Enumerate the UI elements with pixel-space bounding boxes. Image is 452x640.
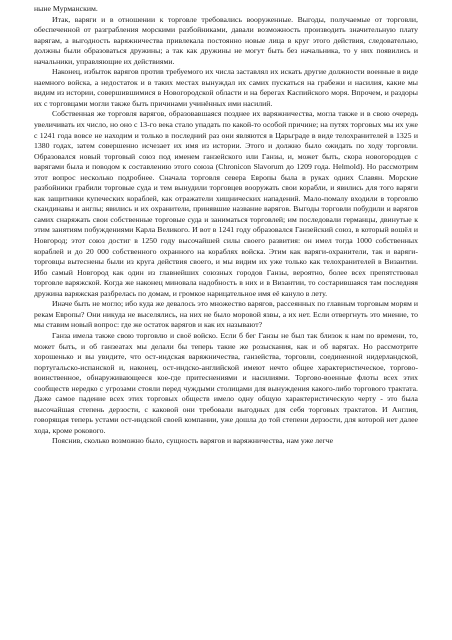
- paragraph-own-trade: Собственная же торговля варягов, образовавшаяся позднее их варяжничества, могла также и в свою очередь увеличивать их число, но оно с 13-го века стало упадать по какой-то особой причине; на путях торговых мы их уже с 1241 года вовсе не находим и только в последний раз они являются в Царьграде в виде телохранителей в 1325 и 1380 годах, затем совершенно исчезает их имя из истории. Этого и должно было ожидать по ходу торговли. Образовался новый торговый союз под именем ганзейского или Ганзы, и, может быть, скора новогородцев с варягами была и поводом к составлению этого союза (Chronicon Slavorum до 1209 года. Helmold). Но рассмотрим этот вопрос несколько подробнее. Сначала торговля севера Европы была в руках одних Славян. Морские разбойники грабили торговые суда и тем вынудили торговцев вооружать свои корабли, и явились для того варяги как защитники купеческих кораблей, как отражатели хищнических нападений. Мало-помалу входили в торговлю скандинавы и англы; явились и их охранители, принявшие название варягов. Выгоды торговли побудили и варягов самих снаряжать свои собственные торговые суда и заниматься торговлей; им последовали германцы, двинутые к этим занятиям побуждениями Карла Великого. И вот в 1241 году образовался Ганзейский союз, в который вошёл и Новгород; этот союз достиг в 1250 году высочайшей силы своего развития: он имел тогда 1000 собственных кораблей и до 20 000 собственного охранного на кораблях войска. Этим как варяги-охранители, так и варяги-торговцы вытеснены были из круга действия своего, и мы видим их уже только как телохранителей в Византии. Ибо самый Новгород как один из главнейших союзных городов Ганзы, вероятно, более всех препятствовал торговле варяжской. Когда же наконец миновала надобность в них и в Византии, то состарившаяся там последняя дружина варяжская разбрелась по домам, и громкое нарицательное имя её кануло в лету.: [34, 109, 418, 298]
- paragraph-hanza: Ганза имела также свою торговлю и своё войско. Если б бег Ганзы не был так близок к нам по времени, то, может быть, и об ганзеатах мы делали бы теперь такие же розыскания, как и об варягах. Но рассмотрите хорошенько и вы увидите, что ост-индская варяжничества, ганзейства, торговли, соединенной нидерландской, португальско-испанской и, наконец, ост-индско-английской имеют нечто общее характеристическое, торгово-воинственное, обнаруживающееся кое-где притеснениями и насилиями. Торгово-военные флоты всех этих сообществ нередко с угрозами стояли перед чуждыми столицами для вынуждения какого-либо торгового трактата. Даже самое падение всех этих торговых обществ имело одну общую характеристическую черту - это была высочайшая степень дерзости, с каковой они требовали выгодных для себя торговых трактатов. И Англия, говорящая теперь устами ост-индской своей компании, уже дошла до той степени дерзости, для которой нет далее хода, кроме рокового.: [34, 330, 418, 435]
- paragraph-varyagi-trade: Итак, варяги и в отношении к торговле требовались вооруженные. Выгоды, получаемые от торговли, обеспеченной от разграбления морскими разбойниками, давали возможность производить значительную плату варягам, а выгодность варяжничества привлекала постоянно новые лица в круг этого действия, следовательно, должны были образоваться дружины; а так как дружины не могут быть без начальника, то у них появились и начальники, управляющие их действиями.: [34, 14, 418, 66]
- paragraph-closing: Пояснив, сколько возможно было, сущность варягов и варяжничества, нам уже легче: [52, 436, 334, 446]
- paragraph-surplus-varyagi: Наконец, избыток варягов против требуемого их числа заставлял их искать другие должности военные в виде наемного войска, а недостаток и в таких местах вынуждал их самих пускаться на грабежи и насилия, какие мы видим из истории, совершившимися в Новогородской области и на берегах Каспийского моря. Впрочем, и раздоры их с торговцами могли также быть причинами учинённых ими насилий.: [34, 67, 418, 108]
- paragraph-continuation: ныне Мурманским.: [34, 4, 98, 13]
- paragraph-otherwise: Иначе быть не могло; ибо куда же девалось это множество варягов, рассеянных по главным торговым морям и рекам Европы? Они никуда не выселялись, на них не было моровой язвы, а их нет. Если отвергнуть это мнение, то мы ставим новый вопрос: где же остаток варягов и как их называют?: [34, 299, 418, 330]
